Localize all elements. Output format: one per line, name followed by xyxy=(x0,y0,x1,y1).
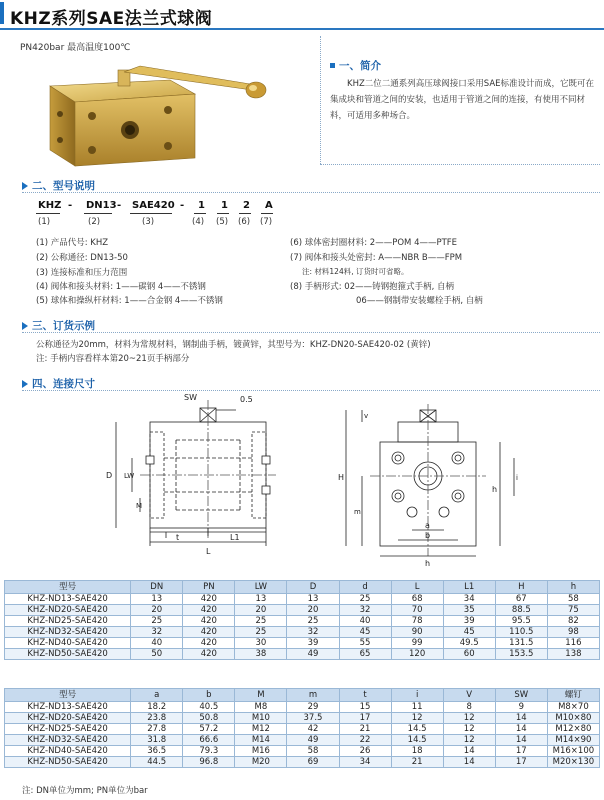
page-title: KHZ系列SAE法兰式球阀 xyxy=(10,9,213,29)
table-cell: M12×80 xyxy=(547,724,599,735)
model-index: (7) xyxy=(260,217,273,227)
table-cell: 75 xyxy=(547,605,599,616)
table-cell: 30 xyxy=(235,638,287,649)
table-row xyxy=(5,702,600,713)
divider-order xyxy=(22,332,600,333)
model-index: (6) xyxy=(238,217,251,227)
drawing-label: a xyxy=(425,521,430,530)
table-cell: 49.5 xyxy=(443,638,495,649)
table-header-row xyxy=(5,689,600,702)
drawing-label: SW xyxy=(184,393,197,402)
table-header-row xyxy=(5,581,600,594)
code-underline xyxy=(261,213,273,214)
table-cell: 14 xyxy=(495,724,547,735)
table-cell: 96.8 xyxy=(183,757,235,768)
table-header-cell: i xyxy=(391,689,443,702)
drawing-label: L xyxy=(206,547,211,556)
table-cell: 12 xyxy=(391,713,443,724)
table-header-cell: h xyxy=(547,581,599,594)
table-cell: 39 xyxy=(443,616,495,627)
table-cell: 40 xyxy=(131,638,183,649)
table-row xyxy=(5,735,600,746)
table-cell: 420 xyxy=(183,616,235,627)
table-header-cell: m xyxy=(287,689,339,702)
table-cell: 138 xyxy=(547,649,599,660)
table-cell: 14 xyxy=(495,713,547,724)
table-cell: 20 xyxy=(131,605,183,616)
table-cell: 65 xyxy=(339,649,391,660)
table-header-cell: d xyxy=(339,581,391,594)
table-cell: 69 xyxy=(287,757,339,768)
table-cell: KHZ-ND13-SAE420 xyxy=(5,594,131,605)
table-cell: 68 xyxy=(391,594,443,605)
section-intro-title: 一、简介 xyxy=(339,60,381,72)
square-bullet-icon xyxy=(330,63,335,68)
model-code-part: A xyxy=(265,200,273,211)
table-cell: M20 xyxy=(235,757,287,768)
table-cell: 98 xyxy=(547,627,599,638)
code-underline xyxy=(194,213,206,214)
table-header-cell: b xyxy=(183,689,235,702)
model-index: (1) xyxy=(38,217,51,227)
table-cell: 44.5 xyxy=(131,757,183,768)
code-underline xyxy=(36,213,60,214)
table-cell: KHZ-ND20-SAE420 xyxy=(5,605,131,616)
table-cell: 131.5 xyxy=(495,638,547,649)
section-connection-title: 四、连接尺寸 xyxy=(32,378,95,390)
model-code-part: SAE420 xyxy=(132,200,175,211)
model-code-part: - xyxy=(180,200,185,211)
table-cell: M16×100 xyxy=(547,746,599,757)
table-cell: 14.5 xyxy=(391,724,443,735)
table-row xyxy=(5,605,600,616)
code-underline xyxy=(130,213,172,214)
table-header-cell: D xyxy=(287,581,339,594)
section-model-title: 二、型号说明 xyxy=(32,180,95,192)
section-model-heading xyxy=(22,178,95,193)
table-cell: 42 xyxy=(287,724,339,735)
table-cell: KHZ-ND20-SAE420 xyxy=(5,713,131,724)
connection-drawing xyxy=(0,380,604,580)
table-cell: M16 xyxy=(235,746,287,757)
table-cell: 95.5 xyxy=(495,616,547,627)
table-header-cell: 型号 xyxy=(5,581,131,594)
table-cell: 38 xyxy=(235,649,287,660)
table-header-cell: L1 xyxy=(443,581,495,594)
table-cell: KHZ-ND32-SAE420 xyxy=(5,627,131,638)
triangle-bullet-icon xyxy=(22,182,28,190)
model-code-part: - xyxy=(117,200,122,211)
table-header-cell: H xyxy=(495,581,547,594)
table-cell: 29 xyxy=(287,702,339,713)
table-cell: 49 xyxy=(287,735,339,746)
table-cell: 12 xyxy=(443,735,495,746)
table-header-cell: a xyxy=(131,689,183,702)
table-cell: 78 xyxy=(391,616,443,627)
table-cell: KHZ-ND25-SAE420 xyxy=(5,616,131,627)
drawing-label: i xyxy=(516,474,518,482)
table-cell: 40 xyxy=(339,616,391,627)
table-cell: 13 xyxy=(287,594,339,605)
table-cell: 17 xyxy=(495,757,547,768)
divider-intro-bottom xyxy=(320,164,600,165)
table-cell: 13 xyxy=(235,594,287,605)
drawing-label: t xyxy=(176,533,180,542)
model-index: (2) xyxy=(88,217,101,227)
table-cell: M8×70 xyxy=(547,702,599,713)
table-cell: 12 xyxy=(443,724,495,735)
table-cell: KHZ-ND50-SAE420 xyxy=(5,757,131,768)
table-row xyxy=(5,594,600,605)
spec-item: (8) 手柄形式: 02——铸钢抱箍式手柄, 自柄 xyxy=(290,282,455,292)
table-cell: 25 xyxy=(131,616,183,627)
table-cell: KHZ-ND32-SAE420 xyxy=(5,735,131,746)
spec-item: (7) 阀体和接头处密封: A——NBR B——FPM xyxy=(290,253,463,263)
table-cell: 37.5 xyxy=(287,713,339,724)
table-cell: 120 xyxy=(391,649,443,660)
table-cell: 13 xyxy=(131,594,183,605)
drawing-label: L1 xyxy=(230,533,240,542)
spec-item: (4) 阀体和接头材料: 1——碳钢 4——不锈钢 xyxy=(36,282,206,292)
spec-note: 注: 材料124料, 订货时可省略。 xyxy=(302,267,409,276)
table-cell: 25 xyxy=(339,594,391,605)
table-cell: 15 xyxy=(339,702,391,713)
table-cell: 50.8 xyxy=(183,713,235,724)
table-cell: M10 xyxy=(235,713,287,724)
model-code-part: 1 xyxy=(221,200,228,211)
table-cell: 57.2 xyxy=(183,724,235,735)
drawing-label: h xyxy=(492,485,498,494)
table-cell: 25 xyxy=(235,616,287,627)
table-cell: 34 xyxy=(339,757,391,768)
spec-item: (6) 球体密封圈材料: 2——POM 4——PTFE xyxy=(290,238,458,248)
table-cell: 420 xyxy=(183,594,235,605)
table-header-cell: DN xyxy=(131,581,183,594)
table-cell: 66.6 xyxy=(183,735,235,746)
model-code-part: KHZ xyxy=(38,200,62,211)
model-index: (3) xyxy=(142,217,155,227)
table-cell: 110.5 xyxy=(495,627,547,638)
table-cell: 67 xyxy=(495,594,547,605)
table-cell: 45 xyxy=(339,627,391,638)
section-order-title: 三、订货示例 xyxy=(32,320,95,332)
table-row xyxy=(5,627,600,638)
order-example: 公称通径为20mm，材料为常规材料，钢制曲手柄，镀黄锌，其型号为：KHZ-DN20-SAE420-02 (黄锌) xyxy=(36,340,431,350)
triangle-bullet-icon xyxy=(22,322,28,330)
table-cell: M20×130 xyxy=(547,757,599,768)
table-cell: 20 xyxy=(235,605,287,616)
table-cell: 17 xyxy=(495,746,547,757)
footnote: 注: DN单位为mm; PN单位为bar xyxy=(22,786,148,796)
dimension-table-2 xyxy=(4,688,600,768)
drawing-label: M xyxy=(136,502,143,510)
table-cell: KHZ-ND13-SAE420 xyxy=(5,702,131,713)
table-cell: 34 xyxy=(443,594,495,605)
table-header-cell: 螺钉 xyxy=(547,689,599,702)
code-underline xyxy=(217,213,229,214)
table-row xyxy=(5,757,600,768)
model-code-part: DN13 xyxy=(86,200,117,211)
spec-item: (3) 连接标准和压力范围 xyxy=(36,268,128,278)
table-cell: 153.5 xyxy=(495,649,547,660)
model-code-part: 1 xyxy=(198,200,205,211)
table-cell: 31.8 xyxy=(131,735,183,746)
table-header-cell: SW xyxy=(495,689,547,702)
table-cell: 420 xyxy=(183,649,235,660)
drawing-label: LW xyxy=(124,472,135,480)
table-cell: 14 xyxy=(495,735,547,746)
table-header-cell: M xyxy=(235,689,287,702)
table-cell: 79.3 xyxy=(183,746,235,757)
table-cell: KHZ-ND40-SAE420 xyxy=(5,638,131,649)
table-header-cell: L xyxy=(391,581,443,594)
table-cell: 420 xyxy=(183,627,235,638)
divider-vertical xyxy=(320,36,321,164)
spec-item: (5) 球体和操纵杆材料: 1——合金钢 4——不锈钢 xyxy=(36,296,223,306)
table-cell: 60 xyxy=(443,649,495,660)
order-note: 注: 手柄内容看样本第20~21页手柄部分 xyxy=(36,354,190,364)
table-cell: M14×90 xyxy=(547,735,599,746)
drawing-label: h xyxy=(425,559,431,568)
spec-item: 06——钢制带安装螺栓手柄, 自柄 xyxy=(356,296,483,306)
section-intro-heading xyxy=(330,58,381,73)
drawing-label: b xyxy=(425,531,431,540)
drawing-label: m xyxy=(354,508,361,516)
pressure-temperature-line: PN420bar 最高温度100℃ xyxy=(20,43,131,53)
table-cell: 420 xyxy=(183,638,235,649)
table-cell: 21 xyxy=(391,757,443,768)
model-code-part: 2 xyxy=(243,200,250,211)
table-cell: 35 xyxy=(443,605,495,616)
table-cell: M8 xyxy=(235,702,287,713)
table-cell: 14 xyxy=(443,746,495,757)
table-cell: 40.5 xyxy=(183,702,235,713)
side-view-drawing xyxy=(116,400,276,546)
model-code-part: - xyxy=(68,200,73,211)
table-cell: 50 xyxy=(131,649,183,660)
table-cell: 20 xyxy=(287,605,339,616)
table-cell: KHZ-ND40-SAE420 xyxy=(5,746,131,757)
table-cell: 17 xyxy=(339,713,391,724)
table-cell: 25 xyxy=(235,627,287,638)
table-cell: 90 xyxy=(391,627,443,638)
table-cell: 14.5 xyxy=(391,735,443,746)
table-cell: 58 xyxy=(547,594,599,605)
title-accent xyxy=(0,2,4,24)
table-cell: 420 xyxy=(183,605,235,616)
section-order-heading xyxy=(22,318,95,333)
spec-item: (2) 公称通径: DN13-50 xyxy=(36,253,128,263)
table-cell: 25 xyxy=(287,616,339,627)
table-cell: 11 xyxy=(391,702,443,713)
table-cell: M12 xyxy=(235,724,287,735)
ball-valve-photo xyxy=(20,58,300,170)
table-row xyxy=(5,746,600,757)
divider-model xyxy=(22,192,600,193)
table-cell: 21 xyxy=(339,724,391,735)
drawing-label: 0.5 xyxy=(240,395,253,404)
table-row xyxy=(5,616,600,627)
table-cell: KHZ-ND25-SAE420 xyxy=(5,724,131,735)
table-cell: 82 xyxy=(547,616,599,627)
table-cell: 27.8 xyxy=(131,724,183,735)
intro-paragraph: KHZ二位二通系列高压球阀接口采用SAE标准设计而成，它既可在集成块和管道之间的安装，也适用于管道之间的连接，有使用不同材料，可适用多种场合。 xyxy=(330,79,595,121)
table-cell: 49 xyxy=(287,649,339,660)
title-bar xyxy=(0,0,604,30)
table-cell: M14 xyxy=(235,735,287,746)
table-cell: 36.5 xyxy=(131,746,183,757)
dimension-table-1 xyxy=(4,580,600,660)
table-header-cell: V xyxy=(443,689,495,702)
table-cell: M10×80 xyxy=(547,713,599,724)
spec-item: (1) 产品代号: KHZ xyxy=(36,238,109,248)
table-cell: 70 xyxy=(391,605,443,616)
table-header-cell: t xyxy=(339,689,391,702)
table-cell: 12 xyxy=(443,713,495,724)
table-row xyxy=(5,724,600,735)
table-cell: 18 xyxy=(391,746,443,757)
table-header-cell: 型号 xyxy=(5,689,131,702)
model-index: (4) xyxy=(192,217,205,227)
code-underline xyxy=(84,213,112,214)
table-cell: 39 xyxy=(287,638,339,649)
drawing-label: v xyxy=(364,412,369,420)
table-cell: 14 xyxy=(443,757,495,768)
table-cell: 32 xyxy=(287,627,339,638)
table-cell: 32 xyxy=(339,605,391,616)
table-cell: 32 xyxy=(131,627,183,638)
table-cell: 55 xyxy=(339,638,391,649)
table-header-cell: PN xyxy=(183,581,235,594)
table-cell: 116 xyxy=(547,638,599,649)
table-header-cell: LW xyxy=(235,581,287,594)
table-cell: 18.2 xyxy=(131,702,183,713)
table-cell: 58 xyxy=(287,746,339,757)
table-row xyxy=(5,638,600,649)
table-cell: 23.8 xyxy=(131,713,183,724)
model-index: (5) xyxy=(216,217,229,227)
table-cell: 88.5 xyxy=(495,605,547,616)
drawing-label: D xyxy=(106,471,113,480)
table-cell: 8 xyxy=(443,702,495,713)
table-cell: 9 xyxy=(495,702,547,713)
table-cell: 45 xyxy=(443,627,495,638)
table-cell: 26 xyxy=(339,746,391,757)
table-row xyxy=(5,713,600,724)
table-cell: 22 xyxy=(339,735,391,746)
code-underline xyxy=(239,213,251,214)
drawing-label: H xyxy=(338,473,345,482)
table-row xyxy=(5,649,600,660)
table-cell: KHZ-ND50-SAE420 xyxy=(5,649,131,660)
table-cell: 99 xyxy=(391,638,443,649)
